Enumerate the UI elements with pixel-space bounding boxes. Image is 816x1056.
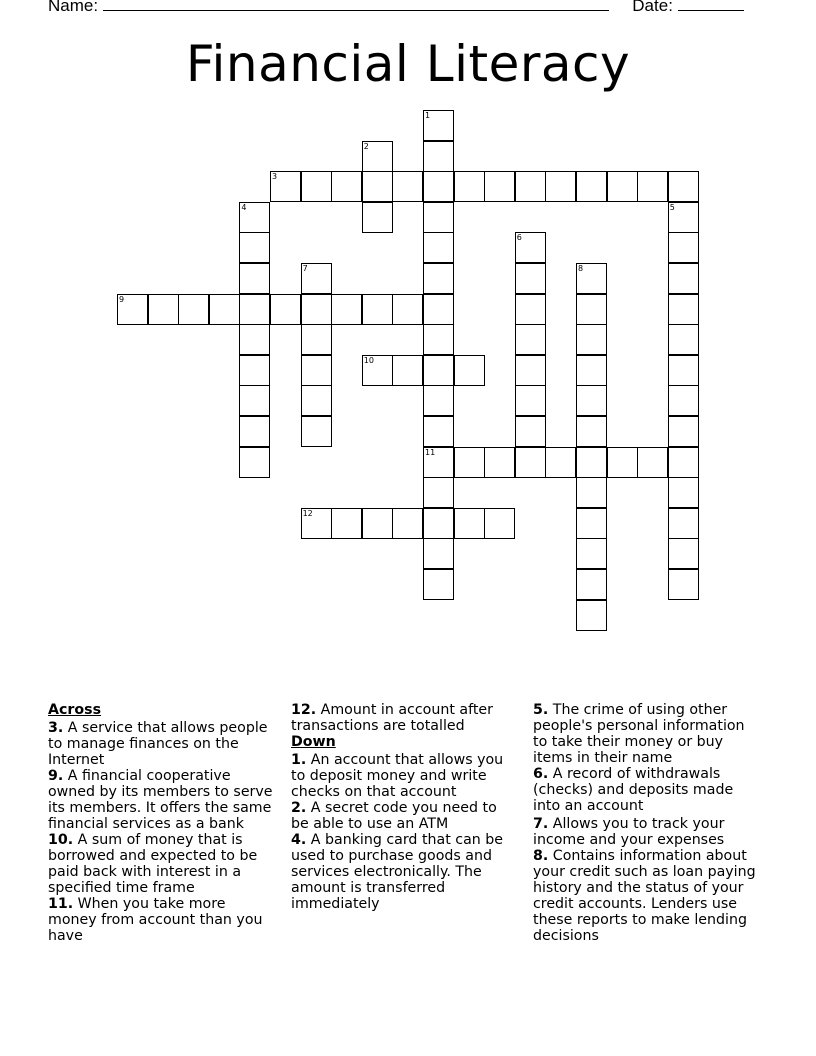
grid-cell[interactable] xyxy=(545,447,576,478)
grid-cell[interactable] xyxy=(301,355,332,386)
grid-cell[interactable] xyxy=(515,232,546,263)
grid-cell[interactable] xyxy=(423,569,454,600)
clue-number: 1 xyxy=(425,111,431,120)
clue-number: 5 xyxy=(669,202,675,212)
grid-cell[interactable] xyxy=(209,294,240,325)
across-heading: Across xyxy=(48,702,102,718)
grid-cell[interactable] xyxy=(515,294,546,325)
grid-cell[interactable] xyxy=(239,416,270,447)
clue-across-12: 12. Amount in account after transactions are totalled xyxy=(291,702,493,734)
grid-cell[interactable] xyxy=(423,324,454,355)
date-label: Date: xyxy=(632,0,673,15)
grid-cell[interactable] xyxy=(484,171,515,202)
grid-cell[interactable] xyxy=(239,355,270,386)
grid-cell[interactable] xyxy=(484,508,515,539)
grid-cell[interactable] xyxy=(423,232,454,263)
grid-cell[interactable] xyxy=(392,171,423,202)
grid-cell[interactable] xyxy=(576,385,607,416)
clue-number: 6 xyxy=(516,233,522,243)
clue-number: 9 xyxy=(119,294,125,304)
grid-cell[interactable] xyxy=(668,202,699,233)
grid-cell[interactable] xyxy=(423,447,454,478)
grid-cell[interactable] xyxy=(331,294,362,325)
grid-cell[interactable] xyxy=(576,355,607,386)
grid-cell[interactable] xyxy=(331,508,362,539)
grid-cell[interactable] xyxy=(362,355,393,386)
clue-number: 11 xyxy=(425,447,436,457)
grid-cell[interactable] xyxy=(484,447,515,478)
grid-cell[interactable] xyxy=(392,355,423,386)
clue-across-10: 10. A sum of money that is borrowed and expected to be paid back with interest in a specified time frame xyxy=(48,832,258,896)
grid-cell[interactable] xyxy=(178,294,209,325)
grid-cell[interactable] xyxy=(515,263,546,294)
grid-cell[interactable] xyxy=(423,141,454,172)
grid-cell[interactable] xyxy=(239,385,270,416)
grid-cell[interactable] xyxy=(239,324,270,355)
grid-cell[interactable] xyxy=(576,538,607,569)
grid-cell[interactable] xyxy=(668,294,699,325)
clue-down-7: 7. Allows you to track your income and your expenses xyxy=(533,816,725,848)
grid-cell[interactable] xyxy=(668,355,699,386)
grid-cell[interactable] xyxy=(576,324,607,355)
grid-cell[interactable] xyxy=(668,263,699,294)
grid-cell[interactable] xyxy=(301,294,332,325)
grid-cell[interactable] xyxy=(362,202,393,233)
grid-cell[interactable] xyxy=(423,171,454,202)
grid-cell[interactable] xyxy=(301,508,332,539)
clue-down-6: 6. A record of withdrawals (checks) and deposits made into an account xyxy=(533,766,734,814)
grid-cell[interactable] xyxy=(607,447,638,478)
clue-number: 3 xyxy=(272,172,278,182)
grid-cell[interactable] xyxy=(668,477,699,508)
grid-cell[interactable] xyxy=(117,294,148,325)
clue-column-3 xyxy=(533,702,759,944)
grid-cell[interactable] xyxy=(423,202,454,233)
grid-cell[interactable] xyxy=(668,538,699,569)
grid-cell[interactable] xyxy=(362,508,393,539)
grid-cell[interactable] xyxy=(576,294,607,325)
grid-cell[interactable] xyxy=(454,508,485,539)
grid-cell[interactable] xyxy=(392,508,423,539)
grid-cell[interactable] xyxy=(148,294,179,325)
grid-cell[interactable] xyxy=(239,232,270,263)
clue-number: 7 xyxy=(302,264,308,273)
clue-column-2 xyxy=(291,702,517,912)
clue-down-5: 5. The crime of using other people's personal information to take their money or buy items in their name xyxy=(533,702,745,766)
clue-across-3: 3. A service that allows people to manage finances on the Internet xyxy=(48,720,268,768)
grid-cell[interactable] xyxy=(607,171,638,202)
grid-cell[interactable] xyxy=(331,171,362,202)
grid-cell[interactable] xyxy=(362,141,393,172)
grid-cell[interactable] xyxy=(515,171,546,202)
grid-cell[interactable] xyxy=(668,416,699,447)
grid-cell[interactable] xyxy=(270,294,301,325)
grid-cell[interactable] xyxy=(576,416,607,447)
grid-cell[interactable] xyxy=(637,447,668,478)
grid-cell[interactable] xyxy=(454,171,485,202)
grid-cell[interactable] xyxy=(239,263,270,294)
grid-cell[interactable] xyxy=(239,202,270,233)
grid-cell[interactable] xyxy=(668,508,699,539)
clue-number: 4 xyxy=(241,202,247,212)
down-heading: Down xyxy=(291,734,336,750)
grid-cell[interactable] xyxy=(515,355,546,386)
grid-cell[interactable] xyxy=(392,294,423,325)
grid-cell[interactable] xyxy=(637,171,668,202)
grid-cell[interactable] xyxy=(454,355,485,386)
clue-number: 2 xyxy=(363,141,369,151)
grid-cell[interactable] xyxy=(576,263,607,294)
grid-cell[interactable] xyxy=(301,263,332,294)
name-label: Name: xyxy=(48,0,99,15)
grid-cell[interactable] xyxy=(270,171,301,202)
grid-cell[interactable] xyxy=(423,294,454,325)
clue-down-8: 8. Contains information about your credit such as loan paying history and the status of your credit accounts. Lenders use these reports to make lending decisions xyxy=(533,848,756,944)
grid-cell[interactable] xyxy=(576,171,607,202)
grid-cell[interactable] xyxy=(423,263,454,294)
grid-cell[interactable] xyxy=(576,477,607,508)
clue-number: 8 xyxy=(578,264,584,273)
clue-column-1 xyxy=(48,702,274,944)
grid-cell[interactable] xyxy=(239,447,270,478)
clue-number: 10 xyxy=(363,355,374,365)
grid-cell[interactable] xyxy=(423,538,454,569)
grid-cell[interactable] xyxy=(423,508,454,539)
clue-number: 12 xyxy=(302,508,313,518)
grid-cell[interactable] xyxy=(423,385,454,416)
grid-cell[interactable] xyxy=(423,355,454,386)
grid-cell[interactable] xyxy=(668,569,699,600)
grid-cell[interactable] xyxy=(362,171,393,202)
grid-cell[interactable] xyxy=(301,171,332,202)
grid-cell[interactable] xyxy=(668,447,699,478)
grid-cell[interactable] xyxy=(301,385,332,416)
puzzle-title: Financial Literacy xyxy=(185,35,631,93)
grid-cell[interactable] xyxy=(515,385,546,416)
grid-cell[interactable] xyxy=(576,600,607,631)
grid-cell[interactable] xyxy=(454,447,485,478)
grid-cell[interactable] xyxy=(301,324,332,355)
grid-cell[interactable] xyxy=(576,447,607,478)
grid-cell[interactable] xyxy=(668,232,699,263)
grid-cell[interactable] xyxy=(362,294,393,325)
clue-down-2: 2. A secret code you need to be able to use an ATM xyxy=(291,800,497,832)
grid-cell[interactable] xyxy=(423,416,454,447)
grid-cell[interactable] xyxy=(545,171,576,202)
grid-cell[interactable] xyxy=(423,110,454,141)
grid-cell[interactable] xyxy=(515,447,546,478)
clue-down-1: 1. An account that allows you to deposit money and write checks on that account xyxy=(291,752,504,800)
grid-cell[interactable] xyxy=(576,569,607,600)
grid-cell[interactable] xyxy=(423,477,454,508)
clue-across-9: 9. A financial cooperative owned by its members to serve its members. It offers the same financial services as a bank xyxy=(48,768,273,832)
grid-cell[interactable] xyxy=(301,416,332,447)
grid-cell[interactable] xyxy=(576,508,607,539)
grid-cell[interactable] xyxy=(668,171,699,202)
clue-down-4: 4. A banking card that can be used to purchase goods and services electronically. The amount is transferred immediately xyxy=(291,832,503,912)
clue-across-11: 11. When you take more money from account than you have xyxy=(48,896,263,944)
grid-cell[interactable] xyxy=(515,416,546,447)
grid-cell[interactable] xyxy=(668,324,699,355)
grid-cell[interactable] xyxy=(515,324,546,355)
grid-cell[interactable] xyxy=(668,385,699,416)
grid-cell[interactable] xyxy=(239,294,270,325)
